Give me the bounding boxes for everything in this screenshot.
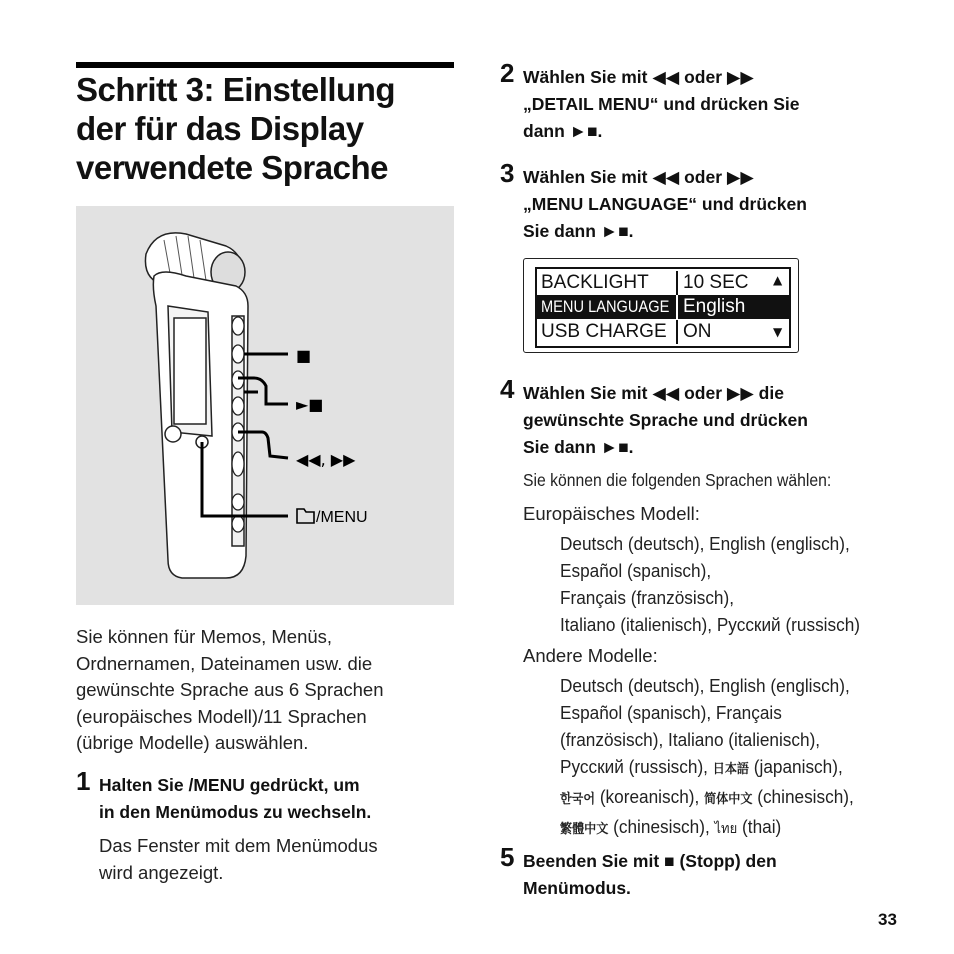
prev-next-label: ◀◀, ▶▶: [296, 450, 356, 469]
step-2-line: „DETAIL MENU“ und drücken Sie: [523, 94, 800, 114]
language-line: Italiano (italienisch), Русский (russisch): [560, 614, 861, 635]
lcd-row-usb-charge: [537, 320, 789, 344]
recorder-illustration: [76, 206, 454, 605]
lcd-row-backlight: [537, 271, 789, 295]
intro-line: Sie können für Memos, Menüs,: [76, 626, 333, 647]
folder-icon: [297, 509, 314, 523]
step-4-line: gewünschte Sprache und drücken: [523, 410, 808, 430]
language-text: (koreanisch),: [595, 786, 705, 807]
step-3-line: Wählen Sie mit ◀◀ oder ▶▶: [523, 167, 754, 187]
step-4-text: [523, 380, 808, 461]
language-line: [560, 813, 854, 843]
step-5-line: Beenden Sie mit ■ (Stopp) den: [523, 851, 777, 871]
language-intro: Sie können die folgenden Sprachen wählen:: [523, 470, 832, 490]
stop-label: ■: [296, 346, 312, 365]
other-models-label: Andere Modelle:: [523, 645, 658, 666]
step-5-text: [523, 848, 777, 902]
lcd-value: English: [683, 296, 746, 317]
traditional-chinese-label: 繁體中文: [560, 822, 609, 837]
lcd-label: BACKLIGHT: [541, 272, 649, 293]
step-3-line: Sie dann ►■.: [523, 221, 634, 241]
step-3-line: „MENU LANGUAGE“ und drücken: [523, 194, 807, 214]
language-text: (japanisch),: [749, 756, 843, 777]
lcd-value: ON: [683, 321, 712, 342]
language-line: [560, 783, 854, 813]
language-line: Español (spanisch),: [560, 560, 712, 581]
language-text: (chinesisch),: [608, 816, 715, 837]
scroll-up-icon: ▲: [773, 273, 783, 287]
european-model-label: Europäisches Modell:: [523, 503, 700, 524]
step-2-text: [523, 64, 799, 145]
language-line: Deutsch (deutsch), English (englisch),: [560, 533, 850, 554]
european-languages: [560, 530, 860, 638]
intro-line: (europäisches Modell)/11 Sprachen: [76, 705, 367, 727]
lcd-separator: [676, 320, 678, 344]
play-stop-label: ►■: [296, 395, 324, 414]
title-line: verwendete Sprache: [76, 149, 388, 186]
step-2-line: Wählen Sie mit ◀◀ oder ▶▶: [523, 67, 754, 87]
intro-line: gewünschte Sprache aus 6 Sprachen: [76, 679, 384, 700]
lcd-separator: [676, 295, 678, 319]
folder-menu-label: /MENU: [316, 509, 368, 526]
thai-label: ไทย: [714, 821, 738, 837]
step-4-line: Sie dann ►■.: [523, 437, 634, 457]
lcd-separator: [676, 271, 678, 295]
simplified-chinese-label: 简体中文: [704, 792, 753, 807]
page-number: 33: [878, 910, 897, 929]
language-line: Deutsch (deutsch), English (englisch),: [560, 675, 850, 696]
side-buttons: [232, 317, 244, 532]
japanese-label: 日本語: [712, 762, 750, 777]
step-5-line: Menümodus.: [523, 878, 631, 898]
lcd-label: MENU LANGUAGE: [541, 297, 670, 316]
language-line: [560, 753, 854, 783]
step-1-note-line: Das Fenster mit dem Menümodus: [99, 835, 378, 856]
intro-line: (übrige Modelle) auswählen.: [76, 732, 309, 753]
korean-label: 한국어: [560, 792, 596, 807]
step-4-line: Wählen Sie mit ◀◀ oder ▶▶ die: [523, 383, 784, 403]
page-title: [76, 70, 456, 187]
language-text: Русский (russisch),: [560, 756, 713, 777]
language-text: (thai): [737, 816, 782, 837]
step-5-number: 5: [500, 842, 515, 872]
step-4-number: 4: [500, 374, 515, 404]
lcd-value: 10 SEC: [683, 272, 749, 293]
other-languages: [560, 672, 854, 843]
language-line: (französisch), Italiano (italienisch),: [560, 729, 821, 750]
title-line: der für das Display: [76, 110, 364, 147]
recorder-drawing: [76, 206, 454, 605]
step-1-note-line: wird angezeigt.: [99, 862, 224, 883]
language-text: (chinesisch),: [752, 786, 854, 807]
step-2-line: dann ►■.: [523, 121, 603, 141]
intro-paragraph: [76, 624, 456, 757]
step-1-text: [99, 772, 371, 826]
lcd-label: USB CHARGE: [541, 321, 667, 342]
language-line: Español (spanisch), Français: [560, 702, 782, 723]
step-1-line: in den Menümodus zu wechseln.: [99, 802, 372, 822]
intro-line: Ordnernamen, Dateinamen usw. die: [76, 652, 373, 674]
step-1-line: Halten Sie /MENU gedrückt, um: [99, 775, 360, 795]
step-1-number: 1: [76, 766, 91, 796]
step-1-note: [99, 832, 378, 886]
step-2-number: 2: [500, 58, 515, 88]
lcd-display: [523, 258, 799, 353]
scroll-down-icon: ▼: [773, 325, 783, 339]
title-rule: [76, 62, 454, 68]
lcd-screen: [535, 267, 791, 348]
step-3-number: 3: [500, 158, 515, 188]
title-line: Schritt 3: Einstellung: [76, 71, 396, 108]
step-3-text: [523, 164, 807, 245]
language-line: Français (französisch),: [560, 587, 735, 608]
lcd-row-menu-language: [537, 295, 789, 319]
